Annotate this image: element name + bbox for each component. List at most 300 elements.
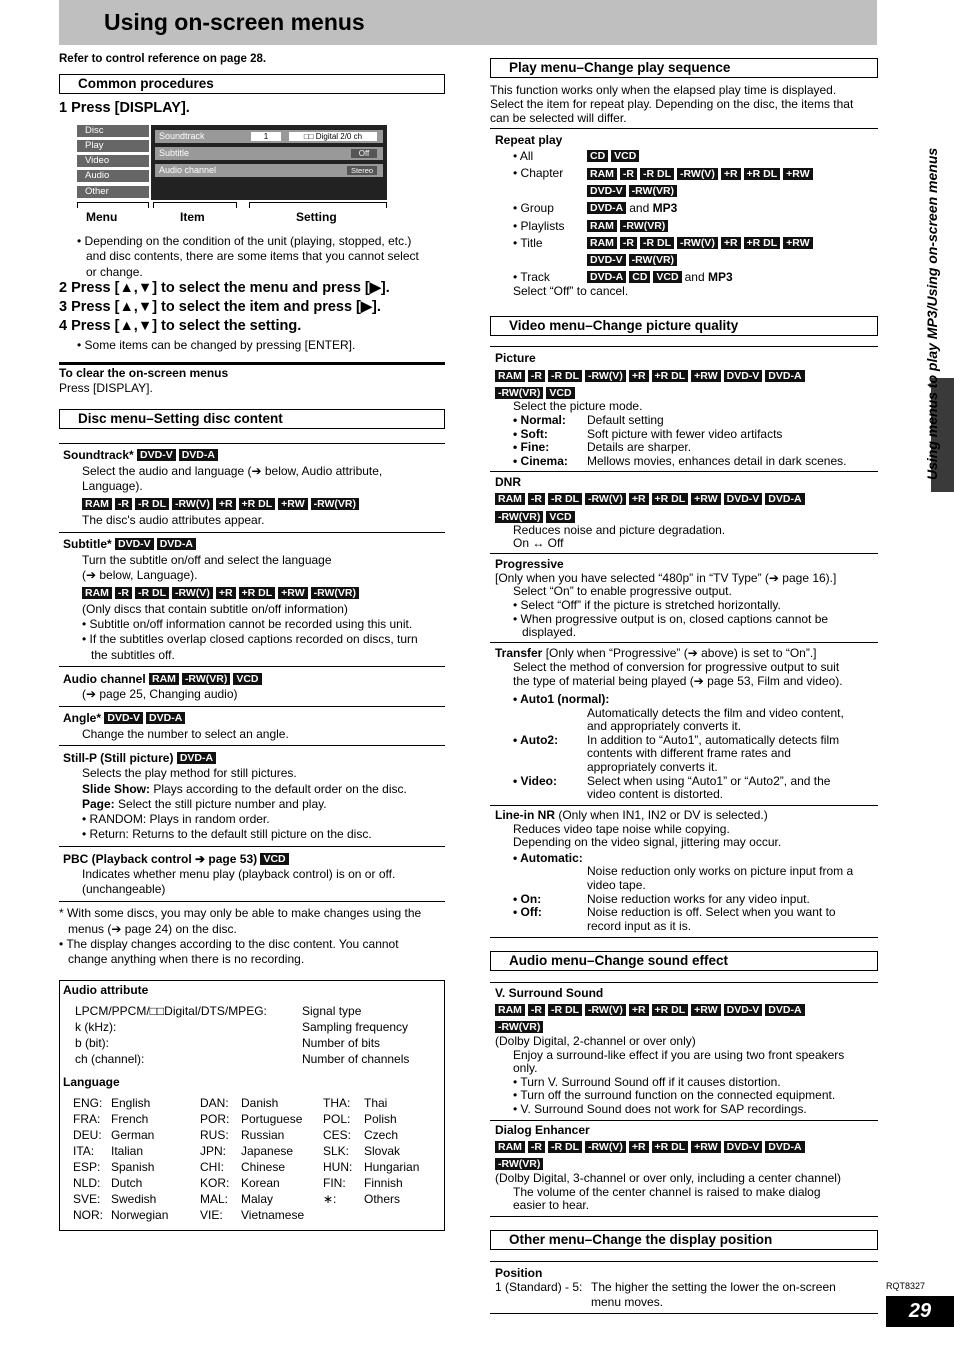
- language-code: CES:: [323, 1128, 352, 1142]
- desc-line: • Subtitle on/off information cannot be recorded using this unit.: [82, 617, 413, 631]
- desc-line: Noise reduction is off. Select when you want to: [587, 905, 836, 919]
- desc-line: (Only discs that contain subtitle on/off information): [82, 602, 348, 616]
- dialog-enhancer-title: Dialog Enhancer: [495, 1123, 590, 1137]
- tag: +RW: [691, 1141, 720, 1153]
- osd-row-subtitle: [155, 147, 383, 160]
- language-code: POR:: [200, 1112, 230, 1126]
- tag-row: [495, 1003, 808, 1017]
- tag-row: [495, 492, 808, 506]
- tag-row: [495, 1140, 808, 1154]
- tag: RAM: [495, 1004, 525, 1016]
- picture-mode-desc: Mellows movies, enhances detail in dark scenes.: [587, 453, 847, 468]
- position-range: 1 (Standard) - 5:: [495, 1280, 583, 1294]
- tag: +R: [216, 587, 236, 599]
- line-in-nr-label: Line-in NR: [495, 808, 555, 822]
- osd-value: 1: [251, 132, 281, 141]
- language-name: Norwegian: [111, 1208, 169, 1222]
- desc-line: Select the picture mode.: [513, 399, 643, 413]
- osd-menu-play: Play: [77, 140, 149, 152]
- tag: -RW(VR): [495, 387, 543, 399]
- tag: +RW: [691, 1004, 720, 1016]
- desc-line: and appropriately converts it.: [587, 719, 742, 733]
- tag: DVD-V: [104, 712, 143, 724]
- tag: +R: [629, 1004, 649, 1016]
- tag: -RW(VR): [495, 1021, 543, 1033]
- language-code: CHI:: [200, 1160, 224, 1174]
- repeat-track: • Track: [513, 270, 550, 284]
- desc-line: This function works only when the elapsed play time is displayed.: [490, 83, 837, 97]
- document-code: RQT8327: [886, 1281, 926, 1291]
- desc-line: record input as it is.: [587, 919, 692, 933]
- desc-line: Select the method of conversion for progressive output to suit: [513, 660, 840, 674]
- tag: RAM: [82, 587, 112, 599]
- tag: +R DL: [652, 493, 689, 505]
- tag-row: [495, 510, 578, 524]
- tag: VCD: [653, 271, 681, 283]
- attribute-key: LPCM/PPCM/□□Digital/DTS/MPEG:: [75, 1004, 267, 1018]
- col-label-menu: Menu: [86, 210, 118, 224]
- desc-line: Indicates whether menu play (playback control) is on or off.: [82, 867, 396, 881]
- tag: +R DL: [239, 498, 276, 510]
- tag: -RW(V): [677, 168, 718, 180]
- desc-line: On ↔ Off: [513, 536, 564, 550]
- pbc-label: PBC (Playback control ➔ page 53): [63, 852, 258, 866]
- tag: VCD: [260, 853, 288, 865]
- tag: VCD: [233, 673, 261, 685]
- tag: DVD-V: [137, 449, 176, 461]
- tag: DVD-V: [724, 1141, 763, 1153]
- desc-line: [82, 782, 407, 796]
- picture-mode-label: • Cinema:: [513, 453, 568, 468]
- progressive-title: Progressive: [495, 557, 564, 571]
- desc-line: The disc's audio attributes appear.: [82, 513, 265, 527]
- attribute-value: Signal type: [302, 1004, 362, 1018]
- tag: +RW: [691, 370, 720, 382]
- desc-line: Language).: [82, 479, 143, 493]
- language-code: DAN:: [200, 1096, 229, 1110]
- tag: +RW: [278, 587, 307, 599]
- language-name: Danish: [241, 1096, 279, 1110]
- tag: DVD-V: [115, 538, 154, 550]
- language-name: German: [111, 1128, 155, 1142]
- desc-line: [82, 797, 327, 811]
- desc-line: Noise reduction only works on picture input from a: [587, 864, 854, 878]
- desc-line: Selects the play method for still pictures.: [82, 766, 297, 780]
- page-title: Using on-screen menus: [104, 9, 365, 35]
- tag: DVD-A: [587, 202, 626, 214]
- clear-title: To clear the on-screen menus: [59, 366, 229, 380]
- divider: [490, 128, 878, 129]
- attribute-key: ch (channel):: [75, 1052, 145, 1066]
- desc-line: In addition to “Auto1”, automatically detects film: [587, 733, 840, 747]
- footnote: menus (➔ page 24) on the disc.: [68, 922, 237, 936]
- desc-line: Turn the subtitle on/off and select the language: [82, 553, 332, 567]
- picture-mode-label: • Normal:: [513, 413, 566, 427]
- still-picture-label: Still-P (Still picture): [63, 751, 174, 765]
- footnote: change anything when there is no recording.: [68, 952, 305, 966]
- audio-channel-item: [63, 672, 265, 686]
- tag: -R DL: [135, 498, 169, 510]
- desc-line: easier to hear.: [513, 1198, 590, 1212]
- language-name: Russian: [241, 1128, 285, 1142]
- tag: DVD-A: [765, 1004, 804, 1016]
- desc-line: Reduces video tape noise while copying.: [513, 822, 730, 836]
- tag: RAM: [82, 498, 112, 510]
- and-text: and: [684, 270, 705, 284]
- step-2: 2 Press [▲,▼] to select the menu and press [▶].: [59, 280, 390, 296]
- item-bracket: [153, 202, 237, 208]
- footnote: * With some discs, you may only be able to make changes using the: [59, 906, 422, 920]
- language-code: ITA:: [73, 1144, 95, 1158]
- desc-line: Reduces noise and picture degradation.: [513, 523, 726, 537]
- subtitle-item: [63, 537, 199, 551]
- tag: DVD-A: [587, 271, 626, 283]
- tag-row: [495, 369, 808, 383]
- tag: -RW(VR): [311, 498, 359, 510]
- tag: -R DL: [135, 587, 169, 599]
- language-name: Spanish: [111, 1160, 155, 1174]
- step-4: 4 Press [▲,▼] to select the setting.: [59, 318, 302, 334]
- note-line: • Some items can be changed by pressing [ENTER].: [77, 338, 356, 352]
- language-code: DEU:: [73, 1128, 102, 1142]
- page-label: Page:: [82, 797, 115, 811]
- tag-row: [495, 1157, 546, 1171]
- tag: RAM: [495, 1141, 525, 1153]
- divider: [59, 532, 445, 533]
- dnr-title: DNR: [495, 475, 521, 489]
- tag: -RW(VR): [620, 220, 668, 232]
- line-in-nr-condition: (Only when IN1, IN2 or DV is selected.): [555, 808, 768, 822]
- tag: RAM: [587, 168, 617, 180]
- desc-line: Enjoy a surround-like effect if you are using two front speakers: [513, 1048, 845, 1062]
- step-3: 3 Press [▲,▼] to select the item and press [▶].: [59, 299, 381, 315]
- language-code: VIE:: [200, 1208, 223, 1222]
- language-code: POL:: [323, 1112, 351, 1126]
- tag: -R: [115, 498, 132, 510]
- language-title: Language: [63, 1075, 120, 1089]
- tag: DVD-A: [765, 370, 804, 382]
- attribute-key: b (bit):: [75, 1036, 110, 1050]
- tag: +R DL: [652, 1141, 689, 1153]
- auto2-label: • Auto2:: [513, 733, 559, 747]
- desc-line: • If the subtitles overlap closed captions recorded on discs, turn: [82, 632, 418, 646]
- tag: +R DL: [652, 1004, 689, 1016]
- desc-line: Noise reduction works for any video input.: [587, 892, 810, 906]
- step-1: 1 Press [DISPLAY].: [59, 100, 190, 116]
- tag-row: [587, 201, 677, 215]
- video-menu-heading: Video menu–Change picture quality: [490, 316, 878, 336]
- tag: -R DL: [640, 168, 674, 180]
- osd-value: Off: [351, 149, 377, 158]
- attribute-value: Number of channels: [302, 1052, 410, 1066]
- tag-row: [82, 497, 362, 511]
- repeat-playlists: • Playlists: [513, 219, 565, 233]
- tag: -RW(VR): [629, 185, 677, 197]
- picture-mode-label: • Fine:: [513, 440, 550, 454]
- tag: +R: [629, 370, 649, 382]
- osd-menu-disc: Disc: [77, 125, 149, 137]
- language-name: Thai: [364, 1096, 388, 1110]
- note-line: or change.: [86, 265, 143, 279]
- tag: -R DL: [640, 237, 674, 249]
- tag: +R: [216, 498, 236, 510]
- divider: [59, 745, 445, 746]
- tag: VCD: [546, 387, 574, 399]
- desc-line: (➔ below, Language).: [82, 568, 198, 582]
- desc-line: the type of material being played (➔ page 53, Film and video).: [513, 674, 843, 688]
- tag: -RW(V): [585, 493, 626, 505]
- tag: -R: [620, 237, 637, 249]
- tag-row: [495, 1020, 546, 1034]
- desc-line: menu moves.: [591, 1295, 664, 1309]
- language-name: Czech: [364, 1128, 399, 1142]
- language-name: Slovak: [364, 1144, 401, 1158]
- tag: DVD-A: [146, 712, 185, 724]
- tag: +R DL: [744, 168, 781, 180]
- osd-value: Stereo: [347, 166, 377, 175]
- desc-line: video tape.: [587, 878, 646, 892]
- attribute-value: Number of bits: [302, 1036, 381, 1050]
- setting-bracket: [249, 202, 387, 208]
- subtitle-label: Subtitle*: [63, 537, 112, 551]
- soundtrack-label: Soundtrack*: [63, 448, 134, 462]
- osd-label: Audio channel: [159, 165, 217, 175]
- divider: [59, 901, 445, 902]
- language-name: Korean: [241, 1176, 280, 1190]
- osd-menu-video: Video: [77, 155, 149, 167]
- divider: [59, 443, 445, 444]
- tag: -RW(VR): [182, 673, 230, 685]
- tag: +R: [629, 493, 649, 505]
- language-code: FIN:: [323, 1176, 346, 1190]
- tag: DVD-A: [157, 538, 196, 550]
- divider: [490, 1313, 878, 1314]
- tag-row: [587, 270, 733, 284]
- divider: [490, 471, 878, 472]
- language-name: Vietnamese: [241, 1208, 305, 1222]
- language-code: FRA:: [73, 1112, 101, 1126]
- soundtrack-item: [63, 448, 221, 462]
- audio-channel-label: Audio channel: [63, 672, 146, 686]
- language-code: NLD:: [73, 1176, 101, 1190]
- picture-mode-desc: Details are sharper.: [587, 440, 692, 454]
- desc-line: contents with different frame rates and: [587, 746, 791, 760]
- repeat-all: • All: [513, 149, 534, 163]
- transfer-label: Transfer: [495, 646, 543, 660]
- tag-row: [587, 253, 680, 267]
- tag: -R: [528, 1004, 545, 1016]
- language-code: ∗:: [323, 1192, 337, 1206]
- audio-menu-heading: Audio menu–Change sound effect: [490, 951, 878, 971]
- desc-line: Select “On” to enable progressive output.: [513, 584, 732, 598]
- tag: -R: [528, 370, 545, 382]
- divider: [490, 346, 878, 347]
- tag: +R: [721, 237, 741, 249]
- osd-menu-audio: Audio: [77, 170, 149, 182]
- divider: [59, 706, 445, 707]
- tag: -RW(V): [172, 498, 213, 510]
- language-name: Hungarian: [364, 1160, 420, 1174]
- tag: RAM: [495, 493, 525, 505]
- tag: -RW(V): [585, 1004, 626, 1016]
- divider: [490, 1261, 878, 1262]
- disc-menu-heading: Disc menu–Setting disc content: [59, 409, 445, 429]
- language-code: ESP:: [73, 1160, 101, 1174]
- line-in-nr-title: [495, 808, 768, 822]
- desc-line: the subtitles off.: [91, 648, 175, 662]
- language-code: SVE:: [73, 1192, 101, 1206]
- language-name: Dutch: [111, 1176, 143, 1190]
- attribute-key: k (kHz):: [75, 1020, 117, 1034]
- transfer-title: [495, 646, 817, 660]
- tag: CD: [629, 271, 650, 283]
- ref-note: Refer to control reference on page 28.: [59, 53, 267, 65]
- desc-line: • RANDOM: Plays in random order.: [82, 812, 270, 826]
- desc-line: • Turn V. Surround Sound off if it causes distortion.: [513, 1075, 781, 1089]
- desc-line: Select when using “Auto1” or “Auto2”, and the: [587, 774, 831, 788]
- osd-label: Soundtrack: [159, 131, 205, 141]
- tag: +R DL: [744, 237, 781, 249]
- common-procedures-heading: Common procedures: [59, 74, 445, 94]
- desc-line: (Dolby Digital, 3-channel or over only, including a center channel): [495, 1171, 841, 1185]
- tag: DVD-A: [177, 752, 216, 764]
- col-label-item: Item: [180, 210, 205, 224]
- language-code: KOR:: [200, 1176, 230, 1190]
- desc-line: (unchangeable): [82, 882, 166, 896]
- desc-line: Change the number to select an angle.: [82, 727, 289, 741]
- picture-mode-label: • Soft:: [513, 426, 548, 441]
- divider: [490, 642, 878, 643]
- repeat-group: • Group: [513, 201, 554, 215]
- desc-line: (➔ page 25, Changing audio): [82, 687, 238, 701]
- language-name: Japanese: [241, 1144, 294, 1158]
- still-picture-item: [63, 751, 219, 765]
- tag: DVD-A: [765, 1141, 804, 1153]
- osd-row-soundtrack: [155, 130, 383, 143]
- desc-line: • Select “Off” if the picture is stretched horizontally.: [513, 598, 781, 612]
- language-name: Others: [364, 1192, 401, 1206]
- language-code: MAL:: [200, 1192, 229, 1206]
- note-line: and disc contents, there are some items that you cannot select: [86, 249, 419, 263]
- tag: RAM: [149, 673, 179, 685]
- tag: +R: [629, 1141, 649, 1153]
- tag: -R DL: [548, 370, 582, 382]
- divider: [490, 553, 878, 554]
- picture-mode-desc: Default setting: [587, 413, 664, 427]
- osd-menu-other: Other: [77, 186, 149, 198]
- language-name: Italian: [111, 1144, 144, 1158]
- tag: +RW: [783, 168, 812, 180]
- tag: -RW(VR): [311, 587, 359, 599]
- mp3-text: MP3: [707, 270, 733, 284]
- desc-line: can be selected will differ.: [490, 111, 627, 125]
- tag: -RW(VR): [495, 511, 543, 523]
- page-desc: Select the still picture number and play.: [114, 797, 327, 811]
- divider: [59, 846, 445, 847]
- picture-mode-desc: Soft picture with fewer video artifacts: [587, 426, 783, 441]
- mp3-text: MP3: [652, 201, 678, 215]
- language-code: NOR:: [73, 1208, 103, 1222]
- tag: VCD: [611, 150, 639, 162]
- tag: -R DL: [548, 1004, 582, 1016]
- tag: DVD-V: [724, 1004, 763, 1016]
- osd-label: Subtitle: [159, 148, 190, 158]
- divider: [59, 362, 445, 365]
- language-name: Finnish: [364, 1176, 403, 1190]
- tag: +RW: [783, 237, 812, 249]
- audio-attribute-title: Audio attribute: [63, 983, 149, 997]
- tag: -R DL: [548, 493, 582, 505]
- slide-show-label: Slide Show:: [82, 782, 151, 796]
- language-code: THA:: [323, 1096, 351, 1110]
- repeat-play-title: Repeat play: [495, 133, 563, 147]
- divider: [490, 982, 878, 983]
- tag: -R: [620, 168, 637, 180]
- tag: DVD-A: [179, 449, 218, 461]
- language-name: Swedish: [111, 1192, 157, 1206]
- vertical-section-title: Using menus to play MP3/Using on-screen menus: [924, 147, 940, 480]
- tag: RAM: [587, 237, 617, 249]
- language-name: Malay: [241, 1192, 274, 1206]
- tag: CD: [587, 150, 608, 162]
- divider: [490, 805, 878, 806]
- tag: DVD-V: [587, 254, 626, 266]
- tag: +RW: [691, 493, 720, 505]
- tag: -R DL: [548, 1141, 582, 1153]
- tag: VCD: [546, 511, 574, 523]
- auto1-label: • Auto1 (normal):: [513, 692, 610, 706]
- tag: +R DL: [652, 370, 689, 382]
- col-label-setting: Setting: [296, 210, 337, 224]
- and-text: and: [629, 201, 650, 215]
- header-bar: [59, 0, 877, 45]
- tag: +R DL: [239, 587, 276, 599]
- desc-line: video content is distorted.: [587, 787, 724, 801]
- language-code: RUS:: [200, 1128, 229, 1142]
- desc-line: • Return: Returns to the default still picture on the disc.: [82, 827, 372, 841]
- desc-line: The volume of the center channel is raised to make dialog: [513, 1185, 821, 1199]
- tag-row: [587, 149, 642, 163]
- picture-title: Picture: [495, 351, 536, 365]
- desc-line: Automatically detects the film and video content,: [587, 706, 844, 720]
- tag: -RW(V): [677, 237, 718, 249]
- play-menu-heading: Play menu–Change play sequence: [490, 58, 878, 78]
- tag-row: [82, 586, 362, 600]
- osd-value: □□ Digital 2/0 ch: [289, 132, 377, 141]
- divider: [490, 1120, 878, 1121]
- repeat-chapter: • Chapter: [513, 166, 564, 180]
- tag: DVD-V: [724, 370, 763, 382]
- desc-line: appropriately converts it.: [587, 760, 718, 774]
- divider: [59, 666, 445, 667]
- divider: [490, 937, 878, 938]
- language-name: French: [111, 1112, 149, 1126]
- tag: -RW(V): [585, 1141, 626, 1153]
- desc-line: (Dolby Digital, 2-channel or over only): [495, 1034, 696, 1048]
- divider: [490, 1216, 878, 1217]
- desc-line: • Turn off the surround function on the connected equipment.: [513, 1088, 836, 1102]
- tag: +RW: [278, 498, 307, 510]
- automatic-label: • Automatic:: [513, 851, 583, 865]
- on-label: • On:: [513, 892, 542, 906]
- angle-label: Angle*: [63, 711, 102, 725]
- language-name: Polish: [364, 1112, 397, 1126]
- desc-line: Select the audio and language (➔ below, Audio attribute,: [82, 464, 383, 478]
- transfer-condition: [Only when “Progressive” (➔ above) is set to “On”.]: [542, 646, 817, 660]
- tag: -R: [115, 587, 132, 599]
- note-line: • Depending on the condition of the unit (playing, stopped, etc.): [77, 234, 412, 248]
- tag: DVD-V: [587, 185, 626, 197]
